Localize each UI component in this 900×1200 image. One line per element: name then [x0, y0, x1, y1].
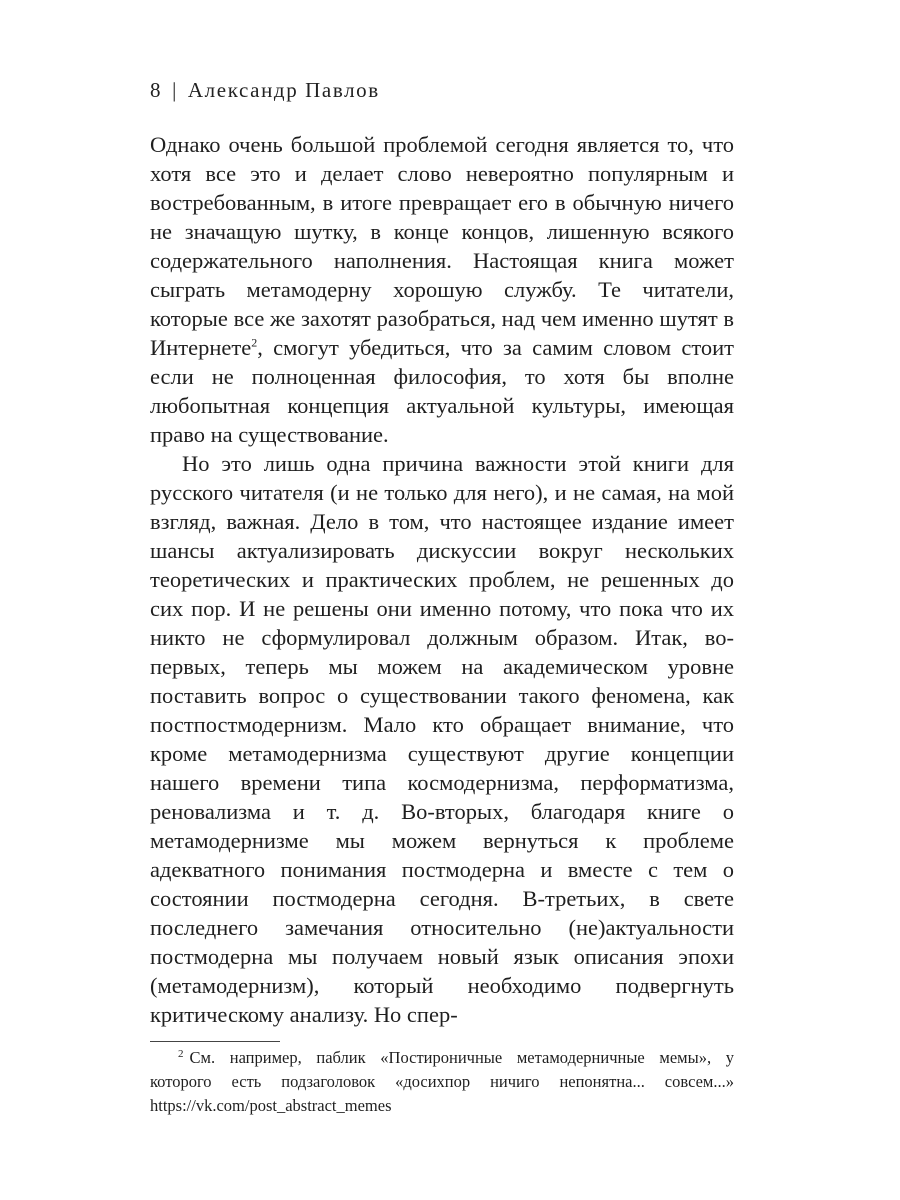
page-number: 8 [150, 78, 163, 102]
author-name: Александр Павлов [187, 78, 380, 102]
paragraph-2: Но это лишь одна причина важности этой книги для русского читателя (и не только для него), и не самая, на мой взгляд, важная. Дело в том, что настоящее издание имеет шансы актуализировать дискуссии вокруг нескольких теоретических и практических проблем, не решенных до сих пор. И не решены они именно потому, что пока что их никто не сформулировал должным образом. Итак, во-первых, теперь мы можем на академическом уровне поставить вопрос о существовании такого феномена, как постпостмодернизм. Мало кто обращает внимание, что кроме метамодернизма существуют другие концепции нашего времени типа космодернизма, перформатизма, реновализма и т. д. Во-вторых, благодаря книге о метамодернизме мы можем вернуться к проблеме адекватного понимания постмодерна и вместе с тем о состоянии постмодерна сегодня. В-третьих, в свете последнего замечания относительно (не)актуальности постмодерна мы получаем новый язык описания эпохи (метамодернизм), который необходимо подвергнуть критическому анализу. Но спер- [150, 451, 734, 1027]
footnote-text: См. например, паблик «Постироничные метамодерничные мемы», у которого есть подзаголовок «досихпор ничиго непонятна... совсем...» https://vk.com/post_abstract_memes [150, 1048, 734, 1115]
header-separator: | [172, 78, 178, 102]
paragraph-1 [150, 130, 734, 449]
running-head [150, 78, 380, 103]
paragraph-1-text-a: Однако очень большой проблемой сегодня является то, что хотя все это и делает слово невероятно популярным и востребованным, в итоге превращает его в обычную ничего не значащую шутку, в конце концов, лишенную всякого содержательного наполнения. Настоящая книга может сыграть метамодерну хорошую службу. Те читатели, которые все же захотят разобраться, над чем именно шутят в Интернете [150, 132, 734, 360]
footnote-number: 2 [178, 1047, 184, 1060]
footnote-divider [150, 1041, 280, 1042]
paragraph-1-text-b: , смогут убедиться, что за самим словом стоит если не полноценная философия, то хотя бы вполне любопытная концепция актуальной культуры, имеющая право на существование. [150, 335, 734, 447]
footnote-reference: 2 [251, 335, 258, 350]
body-text [150, 130, 734, 1029]
footnote [150, 1046, 734, 1118]
